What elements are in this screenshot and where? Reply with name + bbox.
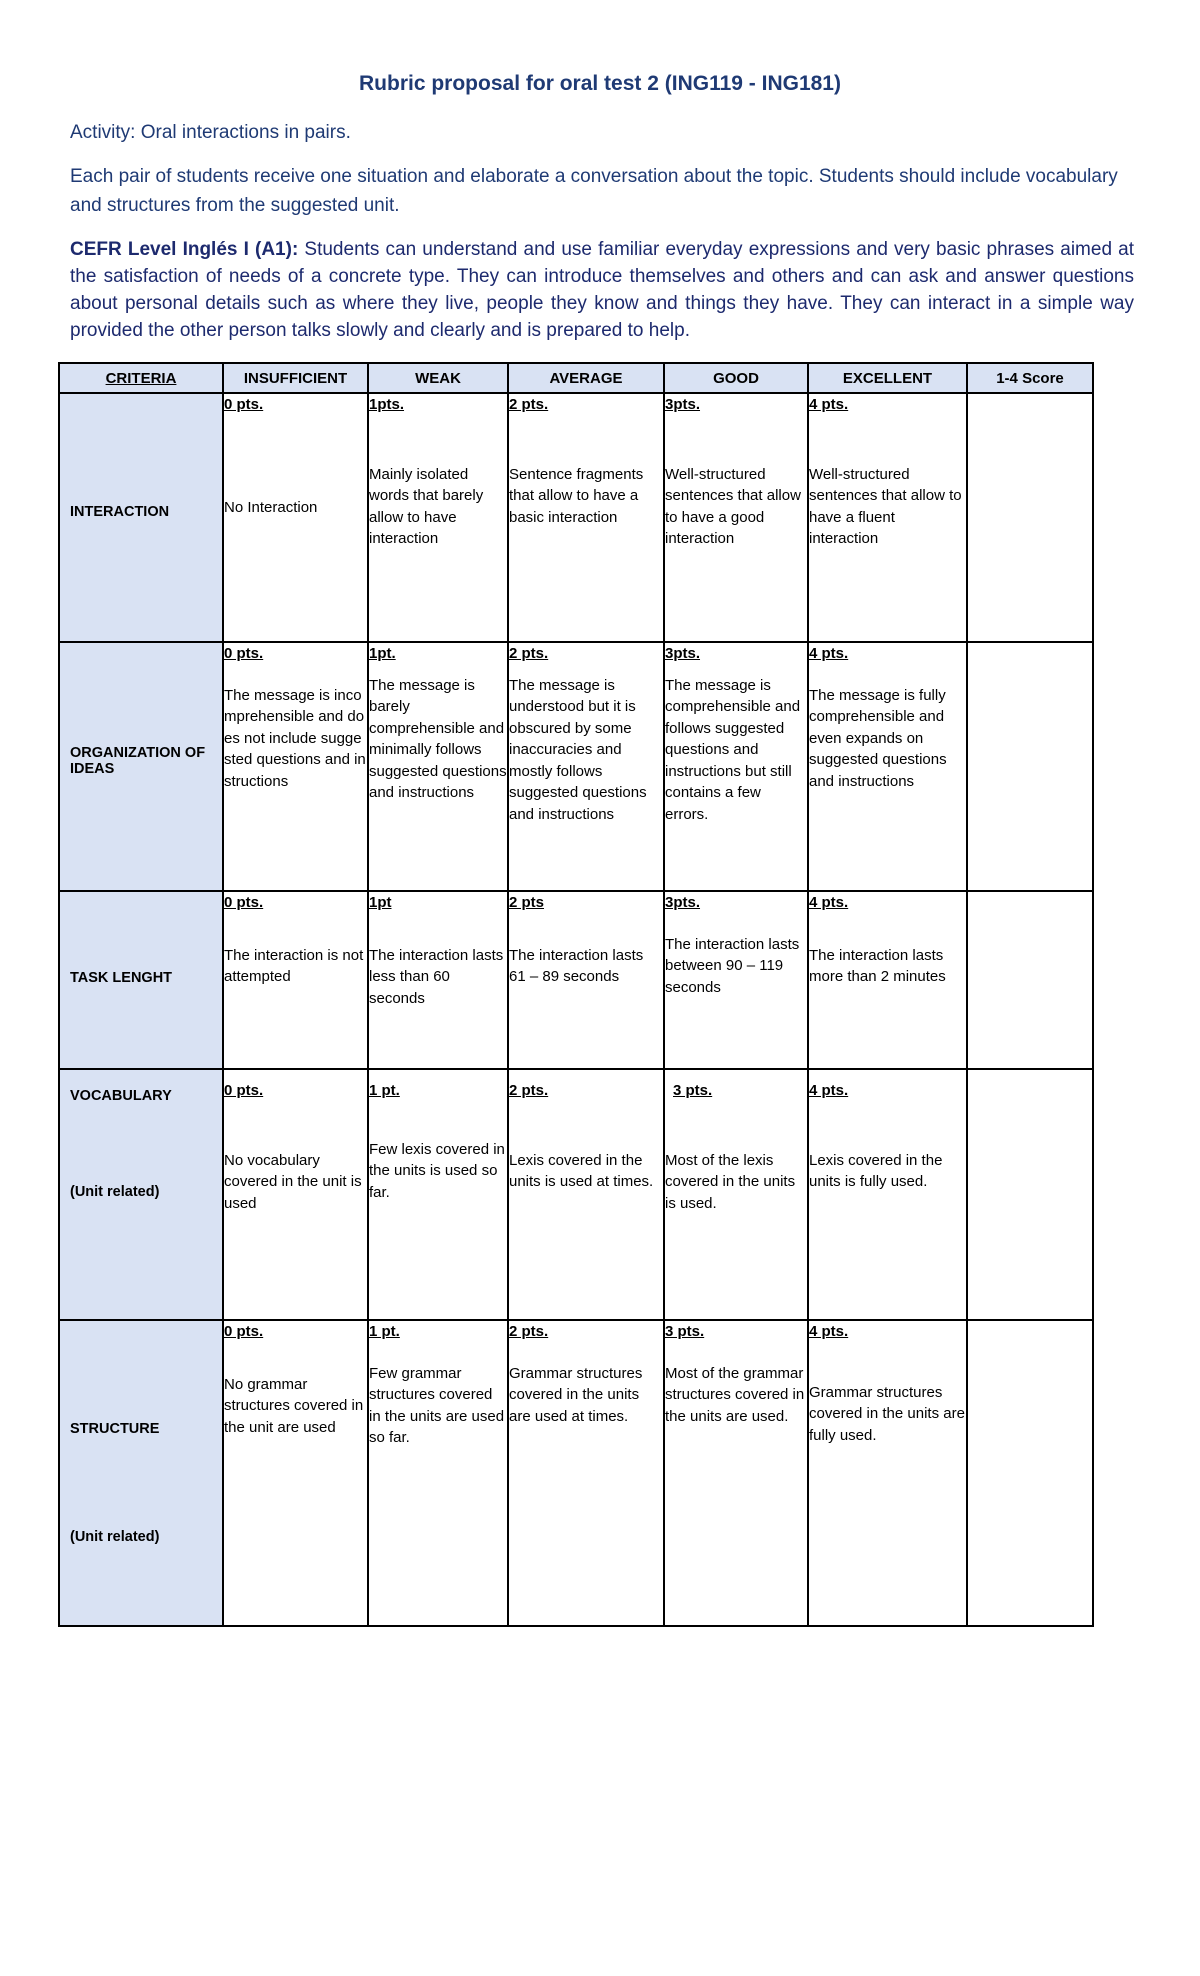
cell-description: Few lexis covered in the units is used so far.: [369, 1140, 505, 1201]
cell-description: No grammar structures covered in the unit are used: [224, 1375, 364, 1436]
points-label: 1pts.: [369, 396, 405, 413]
criteria-label: INTERACTION: [70, 504, 170, 520]
cell-description: The interaction lasts 61 – 89 seconds: [509, 946, 644, 985]
criteria-label: STRUCTURE: [70, 1421, 160, 1437]
header-score: 1-4 Score: [967, 363, 1093, 393]
criteria-sublabel: (Unit related): [70, 1184, 160, 1200]
cefr-text: Students can understand and use familiar everyday expressions and very basic phrases aimed at the satisfaction of needs of a concrete type. They can introduce themselves and others and can ask and answer questions about personal details such as where they live, people they know and things they have. They can interact in a simple way provided the other person talks slowly and clearly and is prepared to help.: [70, 239, 1134, 341]
rubric-cell: [808, 891, 967, 1069]
points-label: 3pts.: [665, 894, 701, 911]
cefr-label: CEFR Level Inglés I (A1):: [70, 239, 299, 260]
cell-description: The message is barely comprehensible and minimally follows suggested questions and instructions: [369, 676, 507, 801]
cell-description: No vocabulary covered in the unit is used: [224, 1151, 362, 1212]
cell-description: Few grammar structures covered in the units are used so far.: [369, 1364, 505, 1446]
header-row: [59, 363, 1093, 393]
table-row-task-length: [59, 891, 1093, 1069]
points-label: 4 pts.: [809, 1323, 849, 1340]
score-cell[interactable]: [967, 891, 1093, 1069]
points-label: 0 pts.: [224, 1323, 264, 1340]
table-row-structure: [59, 1320, 1093, 1626]
criteria-cell: [59, 393, 223, 642]
header-criteria: CRITERIA: [59, 363, 223, 393]
cell-description: The interaction is not attempted: [224, 946, 364, 985]
header-insufficient: INSUFFICIENT: [223, 363, 368, 393]
cell-description: The message is incomprehensible and does not include suggested questions and instructions: [224, 686, 366, 790]
points-label: 1pt: [369, 894, 392, 911]
rubric-cell: [664, 891, 808, 1069]
rubric-cell: [508, 1069, 664, 1320]
points-label: 4 pts.: [809, 396, 849, 413]
rubric-cell: [808, 642, 967, 891]
points-label: 1pt.: [369, 645, 396, 662]
rubric-cell: [368, 1320, 508, 1626]
rubric-cell: [808, 1069, 967, 1320]
cell-description: Most of the lexis covered in the units is used.: [665, 1151, 796, 1212]
criteria-cell: [59, 1069, 223, 1320]
rubric-cell: [664, 393, 808, 642]
cell-description: The message is fully comprehensible and even expands on suggested questions and instructions: [809, 686, 947, 790]
points-label: 3 pts.: [673, 1082, 713, 1099]
rubric-cell: [508, 393, 664, 642]
header-excellent: EXCELLENT: [808, 363, 967, 393]
table-row-interaction: [59, 393, 1093, 642]
cell-description: Grammar structures covered in the units are used at times.: [509, 1364, 643, 1425]
points-label: 4 pts.: [809, 1082, 849, 1099]
header-average: AVERAGE: [508, 363, 664, 393]
criteria-label: TASK LENGHT: [70, 970, 173, 986]
points-label: 3pts.: [665, 645, 701, 662]
score-cell[interactable]: [967, 642, 1093, 891]
cell-description: Lexis covered in the units is used at times.: [509, 1151, 654, 1190]
rubric-cell: [508, 891, 664, 1069]
points-label: 3pts.: [665, 396, 701, 413]
rubric-cell: [368, 642, 508, 891]
header-weak: WEAK: [368, 363, 508, 393]
cell-description: Mainly isolated words that barely allow to have interaction: [369, 465, 484, 547]
criteria-label: VOCABULARY: [70, 1088, 172, 1104]
cell-description: Sentence fragments that allow to have a basic interaction: [509, 465, 644, 526]
criteria-sublabel: (Unit related): [70, 1529, 160, 1545]
points-label: 0 pts.: [224, 894, 264, 911]
criteria-cell: [59, 891, 223, 1069]
criteria-cell: [59, 1320, 223, 1626]
rubric-cell: [664, 642, 808, 891]
criteria-cell: [59, 642, 223, 891]
points-label: 0 pts.: [224, 396, 264, 413]
points-label: 2 pts.: [509, 645, 549, 662]
page-title: Rubric proposal for oral test 2 (ING119 - ING181): [359, 72, 841, 95]
cell-description: Lexis covered in the units is fully used.: [809, 1151, 943, 1190]
cell-description: The interaction lasts between 90 – 119 seconds: [665, 935, 800, 996]
cell-description: The interaction lasts more than 2 minutes: [809, 946, 946, 985]
rubric-cell: [223, 1320, 368, 1626]
rubric-cell: [664, 1320, 808, 1626]
points-label: 1 pt.: [369, 1323, 400, 1340]
rubric-cell: [223, 891, 368, 1069]
points-label: 1 pt.: [369, 1082, 400, 1099]
cell-description: The message is understood but it is obscured by some inaccuracies and mostly follows suggested questions and instructions: [509, 676, 647, 823]
points-label: 2 pts: [509, 894, 545, 911]
rubric-cell: [808, 1320, 967, 1626]
cell-description: Well-structured sentences that allow to have a good interaction: [665, 465, 801, 547]
cell-description: Grammar structures covered in the units are fully used.: [809, 1383, 965, 1444]
points-label: 0 pts.: [224, 1082, 264, 1099]
rubric-cell: [368, 1069, 508, 1320]
score-cell[interactable]: [967, 1069, 1093, 1320]
score-cell[interactable]: [967, 1320, 1093, 1626]
rubric-cell: [508, 642, 664, 891]
points-label: 2 pts.: [509, 396, 549, 413]
points-label: 3 pts.: [665, 1323, 705, 1340]
cell-description: The interaction lasts less than 60 seconds: [369, 946, 504, 1007]
header-good: GOOD: [664, 363, 808, 393]
score-cell[interactable]: [967, 393, 1093, 642]
cell-description: The message is comprehensible and follows suggested questions and instructions but still contains a few errors.: [665, 676, 801, 823]
rubric-cell: [508, 1320, 664, 1626]
points-label: 4 pts.: [809, 894, 849, 911]
rubric-cell: [808, 393, 967, 642]
rubric-cell: [223, 1069, 368, 1320]
rubric-cell: [664, 1069, 808, 1320]
cell-description: No Interaction: [224, 498, 318, 516]
points-label: 2 pts.: [509, 1323, 549, 1340]
cefr-paragraph: [70, 236, 1134, 344]
points-label: 2 pts.: [509, 1082, 549, 1099]
points-label: 0 pts.: [224, 645, 264, 662]
table-row-vocabulary: [59, 1069, 1093, 1320]
description-text: Each pair of students receive one situation and elaborate a conversation about the topic. Students should include vocabulary and structures from the suggested unit.: [70, 166, 1118, 216]
cell-description: Well-structured sentences that allow to have a fluent interaction: [809, 465, 962, 547]
rubric-cell: [368, 393, 508, 642]
rubric-cell: [368, 891, 508, 1069]
activity-text: Activity: Oral interactions in pairs.: [70, 122, 351, 143]
rubric-cell: [223, 642, 368, 891]
criteria-label: ORGANIZATION OF IDEAS: [70, 745, 206, 777]
rubric-cell: [223, 393, 368, 642]
points-label: 4 pts.: [809, 645, 849, 662]
table-row-organization: [59, 642, 1093, 891]
rubric-table: [58, 362, 1094, 1627]
cell-description: Most of the grammar structures covered in the units are used.: [665, 1364, 805, 1425]
